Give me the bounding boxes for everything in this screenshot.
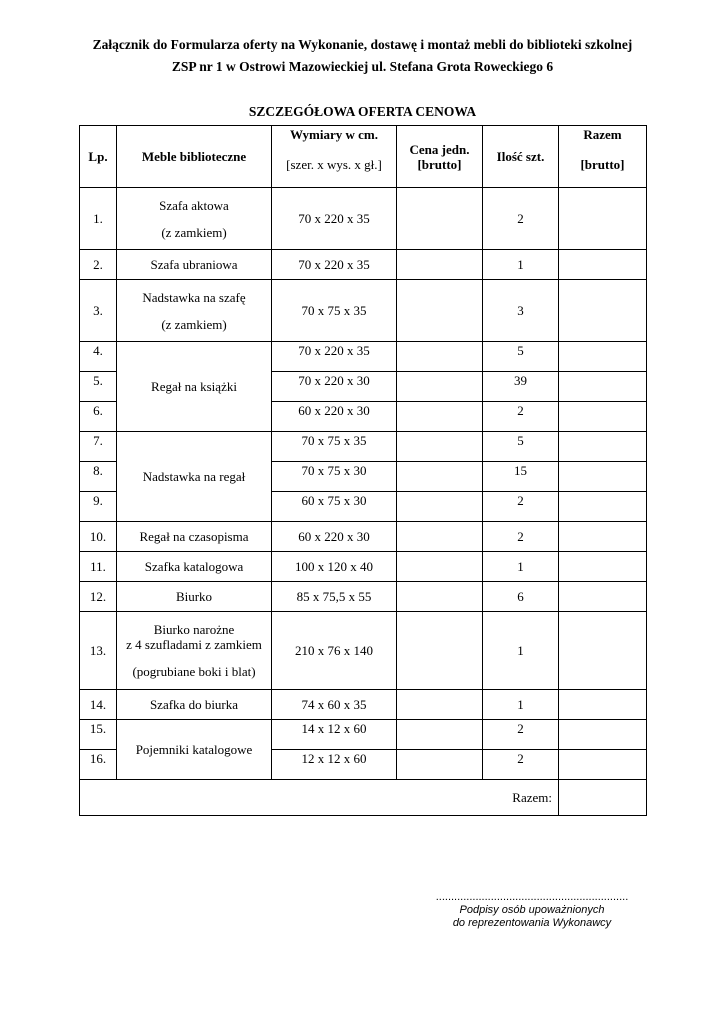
row-price-cell[interactable] bbox=[397, 720, 483, 750]
row-qty: 39 bbox=[483, 372, 559, 402]
table-row bbox=[80, 612, 647, 690]
row-total-cell[interactable] bbox=[559, 188, 647, 250]
row-dimensions: 60 x 75 x 30 bbox=[272, 492, 397, 522]
row-dimensions: 60 x 220 x 30 bbox=[272, 522, 397, 552]
header-qty: Ilość szt. bbox=[483, 126, 559, 188]
table-header-row bbox=[80, 126, 647, 188]
table-row bbox=[80, 720, 647, 750]
header-line-2: ZSP nr 1 w Ostrowi Mazowieckiej ul. Stefana Grota Roweckiego 6 bbox=[171, 59, 554, 74]
row-name bbox=[117, 280, 272, 342]
row-lp: 5. bbox=[80, 372, 117, 402]
row-name: Szafka katalogowa bbox=[117, 552, 272, 582]
header-dimensions bbox=[272, 126, 397, 188]
row-name-line: Szafa aktowa bbox=[159, 197, 229, 213]
header-total bbox=[559, 126, 647, 188]
row-price-cell[interactable] bbox=[397, 250, 483, 280]
row-price-cell[interactable] bbox=[397, 280, 483, 342]
row-name-line: z 4 szufladami z zamkiem bbox=[126, 637, 262, 652]
row-lp: 13. bbox=[80, 612, 117, 690]
header-lp: Lp. bbox=[80, 126, 117, 188]
row-price-cell[interactable] bbox=[397, 402, 483, 432]
row-dimensions: 70 x 220 x 30 bbox=[272, 372, 397, 402]
table-row bbox=[80, 432, 647, 462]
row-total-cell[interactable] bbox=[559, 492, 647, 522]
row-dimensions: 70 x 220 x 35 bbox=[272, 342, 397, 372]
row-name-line: (z zamkiem) bbox=[161, 224, 227, 240]
row-dimensions: 14 x 12 x 60 bbox=[272, 720, 397, 750]
row-price-cell[interactable] bbox=[397, 492, 483, 522]
signature-caption-1: Podpisy osób upoważnionych bbox=[459, 904, 605, 916]
row-qty: 5 bbox=[483, 342, 559, 372]
row-total-cell[interactable] bbox=[559, 342, 647, 372]
header-total-sub: [brutto] bbox=[580, 157, 625, 172]
row-price-cell[interactable] bbox=[397, 188, 483, 250]
row-total-cell[interactable] bbox=[559, 280, 647, 342]
header-price bbox=[397, 126, 483, 188]
signature-block bbox=[424, 891, 640, 930]
table-row bbox=[80, 552, 647, 582]
grand-total-label: Razem: bbox=[80, 780, 559, 816]
row-dimensions: 60 x 220 x 30 bbox=[272, 402, 397, 432]
header-dimensions-label: Wymiary w cm. bbox=[290, 127, 378, 142]
row-lp: 1. bbox=[80, 188, 117, 250]
row-qty: 2 bbox=[483, 720, 559, 750]
row-name: Szafka do biurka bbox=[117, 690, 272, 720]
table-row bbox=[80, 250, 647, 280]
row-total-cell[interactable] bbox=[559, 690, 647, 720]
grand-total-cell[interactable] bbox=[559, 780, 647, 816]
row-qty: 1 bbox=[483, 690, 559, 720]
row-name-line: Nadstawka na szafę bbox=[142, 289, 246, 305]
table-row bbox=[80, 188, 647, 250]
row-qty: 5 bbox=[483, 432, 559, 462]
row-lp: 6. bbox=[80, 402, 117, 432]
row-qty: 2 bbox=[483, 492, 559, 522]
row-total-cell[interactable] bbox=[559, 552, 647, 582]
row-lp: 16. bbox=[80, 750, 117, 780]
row-qty: 15 bbox=[483, 462, 559, 492]
table-row bbox=[80, 522, 647, 552]
row-lp: 10. bbox=[80, 522, 117, 552]
row-price-cell[interactable] bbox=[397, 690, 483, 720]
row-qty: 1 bbox=[483, 612, 559, 690]
row-total-cell[interactable] bbox=[559, 462, 647, 492]
row-qty: 3 bbox=[483, 280, 559, 342]
row-name: Regał na czasopisma bbox=[117, 522, 272, 552]
row-dimensions: 70 x 220 x 35 bbox=[272, 250, 397, 280]
row-lp: 3. bbox=[80, 280, 117, 342]
document-title: SZCZEGÓŁOWA OFERTA CENOWA bbox=[248, 104, 477, 119]
header-line-1: Załącznik do Formularza oferty na Wykonanie, dostawę i montaż mebli do biblioteki szkolnej bbox=[92, 37, 633, 52]
header-dimensions-sub: [szer. x wys. x gł.] bbox=[286, 157, 382, 172]
row-name-line: (z zamkiem) bbox=[161, 316, 227, 332]
row-lp: 12. bbox=[80, 582, 117, 612]
row-name-group: Nadstawka na regał bbox=[117, 432, 272, 522]
row-lp: 2. bbox=[80, 250, 117, 280]
table-total-row bbox=[80, 780, 647, 816]
header-total-label: Razem bbox=[583, 127, 622, 142]
row-name bbox=[117, 188, 272, 250]
row-dimensions: 12 x 12 x 60 bbox=[272, 750, 397, 780]
row-lp: 8. bbox=[80, 462, 117, 492]
table-row bbox=[80, 342, 647, 372]
row-qty: 1 bbox=[483, 552, 559, 582]
row-dimensions: 70 x 75 x 30 bbox=[272, 462, 397, 492]
row-qty: 2 bbox=[483, 188, 559, 250]
row-price-cell[interactable] bbox=[397, 432, 483, 462]
row-lp: 9. bbox=[80, 492, 117, 522]
row-total-cell[interactable] bbox=[559, 372, 647, 402]
row-name-group: Regał na książki bbox=[117, 342, 272, 432]
row-name: Szafa ubraniowa bbox=[117, 250, 272, 280]
row-qty: 2 bbox=[483, 750, 559, 780]
row-price-cell[interactable] bbox=[397, 522, 483, 552]
row-name-line: Biurko narożne bbox=[153, 622, 235, 637]
row-price-cell[interactable] bbox=[397, 750, 483, 780]
row-total-cell[interactable] bbox=[559, 402, 647, 432]
row-total-cell[interactable] bbox=[559, 522, 647, 552]
header-price-label: Cena jedn. bbox=[409, 141, 470, 157]
row-qty: 6 bbox=[483, 582, 559, 612]
row-dimensions: 70 x 220 x 35 bbox=[272, 188, 397, 250]
row-name-group: Pojemniki katalogowe bbox=[117, 720, 272, 780]
row-total-cell[interactable] bbox=[559, 750, 647, 780]
row-dimensions: 70 x 75 x 35 bbox=[272, 432, 397, 462]
header-price-sub: [brutto] bbox=[417, 156, 462, 172]
row-qty: 2 bbox=[483, 402, 559, 432]
row-lp: 7. bbox=[80, 432, 117, 462]
table-row bbox=[80, 582, 647, 612]
row-lp: 14. bbox=[80, 690, 117, 720]
row-price-cell[interactable] bbox=[397, 552, 483, 582]
row-total-cell[interactable] bbox=[559, 250, 647, 280]
row-total-cell[interactable] bbox=[559, 720, 647, 750]
table-row bbox=[80, 280, 647, 342]
header-name: Meble biblioteczne bbox=[117, 126, 272, 188]
row-price-cell[interactable] bbox=[397, 342, 483, 372]
signature-line: ............................................................... bbox=[435, 891, 629, 903]
row-total-cell[interactable] bbox=[559, 612, 647, 690]
row-lp: 4. bbox=[80, 342, 117, 372]
row-dimensions: 100 x 120 x 40 bbox=[272, 552, 397, 582]
signature-caption-2: do reprezentowania Wykonawcy bbox=[452, 917, 612, 929]
row-name: Biurko bbox=[117, 582, 272, 612]
row-price-cell[interactable] bbox=[397, 372, 483, 402]
row-total-cell[interactable] bbox=[559, 582, 647, 612]
row-price-cell[interactable] bbox=[397, 612, 483, 690]
table-row bbox=[80, 690, 647, 720]
row-name-line: (pogrubiane boki i blat) bbox=[132, 664, 256, 679]
row-dimensions: 70 x 75 x 35 bbox=[272, 280, 397, 342]
row-dimensions: 74 x 60 x 35 bbox=[272, 690, 397, 720]
row-name bbox=[117, 612, 272, 690]
row-price-cell[interactable] bbox=[397, 582, 483, 612]
price-offer-table bbox=[79, 125, 647, 816]
row-lp: 11. bbox=[80, 552, 117, 582]
row-lp: 15. bbox=[80, 720, 117, 750]
row-qty: 1 bbox=[483, 250, 559, 280]
row-price-cell[interactable] bbox=[397, 462, 483, 492]
row-qty: 2 bbox=[483, 522, 559, 552]
row-total-cell[interactable] bbox=[559, 432, 647, 462]
row-dimensions: 85 x 75,5 x 55 bbox=[272, 582, 397, 612]
row-dimensions: 210 x 76 x 140 bbox=[272, 612, 397, 690]
